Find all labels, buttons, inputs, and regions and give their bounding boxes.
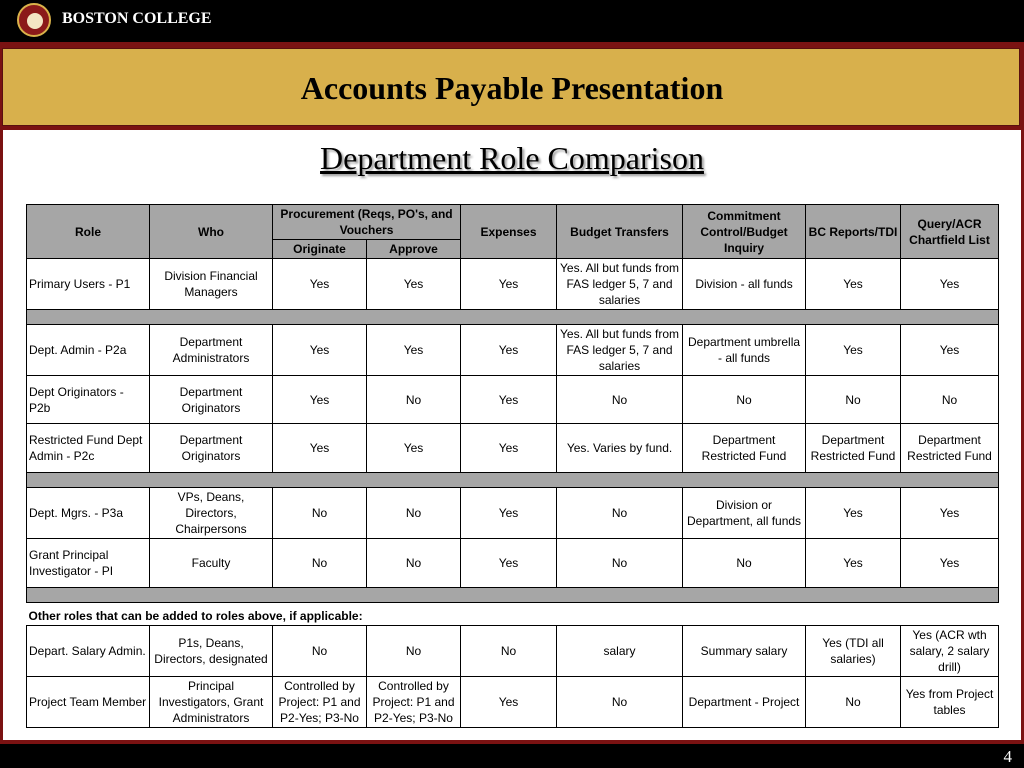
- table-cell: Project Team Member: [27, 677, 150, 728]
- table-row: [27, 677, 999, 728]
- table-cell: No: [806, 677, 901, 728]
- table-cell: No: [273, 488, 367, 539]
- table-cell: Dept Originators - P2b: [27, 376, 150, 424]
- table-cell: Department Originators: [150, 424, 273, 473]
- table-cell: Dept. Admin - P2a: [27, 325, 150, 376]
- table-cell: Yes: [806, 325, 901, 376]
- header-query-acr: Query/ACR Chartfield List: [901, 205, 999, 259]
- table-cell: No: [557, 677, 683, 728]
- table-cell: Yes. All but funds from FAS ledger 5, 7 and salaries: [557, 259, 683, 310]
- boston-college-seal-icon: [17, 3, 51, 37]
- table-cell: Department Restricted Fund: [901, 424, 999, 473]
- section-divider: [27, 310, 999, 325]
- page-number: 4: [1003, 747, 1012, 766]
- table-cell: Controlled by Project: P1 and P2-Yes; P3-No: [367, 677, 461, 728]
- table-row: [27, 626, 999, 677]
- header-who: Who: [150, 205, 273, 259]
- table-cell: Yes: [806, 259, 901, 310]
- table-cell: Yes: [461, 677, 557, 728]
- table-cell: Yes: [901, 325, 999, 376]
- table-cell: Yes: [367, 259, 461, 310]
- header-commitment-control: Commitment Control/Budget Inquiry: [683, 205, 806, 259]
- table-cell: Department Restricted Fund: [683, 424, 806, 473]
- table-cell: No: [367, 539, 461, 588]
- table-cell: Depart. Salary Admin.: [27, 626, 150, 677]
- table-cell: Department - Project: [683, 677, 806, 728]
- table-cell: Yes (ACR wth salary, 2 salary drill): [901, 626, 999, 677]
- table-cell: Division or Department, all funds: [683, 488, 806, 539]
- table-cell: No: [806, 376, 901, 424]
- section-divider: [27, 588, 999, 603]
- table-cell: Yes: [806, 488, 901, 539]
- table-cell: No: [557, 376, 683, 424]
- slide-subtitle: Department Role Comparison: [320, 140, 704, 176]
- table-cell: Yes: [461, 325, 557, 376]
- header-originate: Originate: [273, 240, 367, 259]
- table-cell: Yes from Project tables: [901, 677, 999, 728]
- table-cell: Department Restricted Fund: [806, 424, 901, 473]
- table-cell: Department umbrella - all funds: [683, 325, 806, 376]
- table-cell: Yes: [273, 259, 367, 310]
- table-cell: No: [367, 376, 461, 424]
- table-row: [27, 424, 999, 473]
- table-cell: No: [273, 539, 367, 588]
- header-bc-reports: BC Reports/TDI: [806, 205, 901, 259]
- table-cell: Division Financial Managers: [150, 259, 273, 310]
- table-cell: No: [367, 626, 461, 677]
- table-cell: Yes: [806, 539, 901, 588]
- table-cell: Yes: [273, 325, 367, 376]
- table-cell: Yes: [901, 259, 999, 310]
- brand-name: BOSTON COLLEGE: [62, 10, 212, 27]
- table-cell: VPs, Deans, Directors, Chairpersons: [150, 488, 273, 539]
- table-cell: Summary salary: [683, 626, 806, 677]
- table-cell: Yes: [461, 376, 557, 424]
- table-cell: Yes: [461, 488, 557, 539]
- table-row: [27, 325, 999, 376]
- section-divider: [27, 473, 999, 488]
- table-row: [27, 539, 999, 588]
- table-row: [27, 259, 999, 310]
- table-cell: Principal Investigators, Grant Administrators: [150, 677, 273, 728]
- table-row: [27, 376, 999, 424]
- table-cell: Yes: [901, 539, 999, 588]
- table-row: [27, 488, 999, 539]
- table-cell: Yes: [461, 539, 557, 588]
- table-cell: Dept. Mgrs. - P3a: [27, 488, 150, 539]
- header-expenses: Expenses: [461, 205, 557, 259]
- table-cell: salary: [557, 626, 683, 677]
- table-cell: Yes: [273, 424, 367, 473]
- table-cell: No: [461, 626, 557, 677]
- other-roles-note-row: [27, 603, 999, 626]
- table-cell: Department Administrators: [150, 325, 273, 376]
- table-cell: No: [683, 376, 806, 424]
- table-cell: No: [683, 539, 806, 588]
- table-cell: Yes: [273, 376, 367, 424]
- role-comparison-table: [26, 204, 999, 728]
- table-cell: Faculty: [150, 539, 273, 588]
- table-cell: Yes. Varies by fund.: [557, 424, 683, 473]
- table-cell: Controlled by Project: P1 and P2-Yes; P3-No: [273, 677, 367, 728]
- table-cell: Yes: [367, 325, 461, 376]
- table-cell: Department Originators: [150, 376, 273, 424]
- table-cell: Yes: [901, 488, 999, 539]
- table-cell: Restricted Fund Dept Admin - P2c: [27, 424, 150, 473]
- header-role: Role: [27, 205, 150, 259]
- table-cell: Primary Users - P1: [27, 259, 150, 310]
- table-cell: Yes. All but funds from FAS ledger 5, 7 and salaries: [557, 325, 683, 376]
- table-cell: Grant Principal Investigator - PI: [27, 539, 150, 588]
- header-approve: Approve: [367, 240, 461, 259]
- header-budget-transfers: Budget Transfers: [557, 205, 683, 259]
- table-cell: Division - all funds: [683, 259, 806, 310]
- table-cell: No: [367, 488, 461, 539]
- table-cell: No: [901, 376, 999, 424]
- header-procurement: Procurement (Reqs, PO's, and Vouchers: [273, 205, 461, 240]
- table-cell: Yes (TDI all salaries): [806, 626, 901, 677]
- footer-bar: [0, 744, 1024, 768]
- table-cell: P1s, Deans, Directors, designated: [150, 626, 273, 677]
- table-cell: No: [557, 488, 683, 539]
- table-cell: Yes: [461, 259, 557, 310]
- table-cell: No: [273, 626, 367, 677]
- table-cell: Yes: [367, 424, 461, 473]
- table-cell: No: [557, 539, 683, 588]
- other-roles-note: Other roles that can be added to roles above, if applicable:: [27, 603, 999, 626]
- slide-title: Accounts Payable Presentation: [300, 70, 724, 106]
- table-cell: Yes: [461, 424, 557, 473]
